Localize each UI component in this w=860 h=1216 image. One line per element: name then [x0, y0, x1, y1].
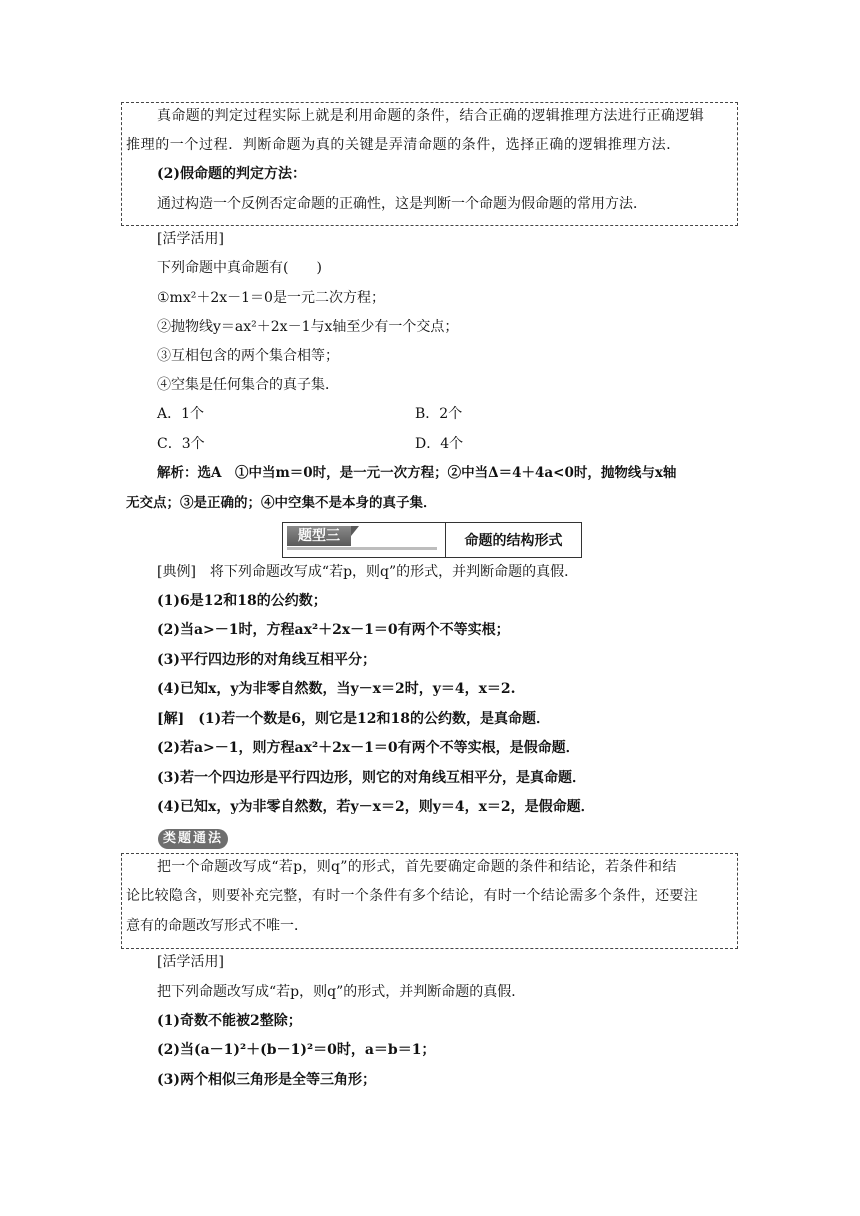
- box1-line3: (2)假命题的判定方法：: [157, 166, 306, 182]
- answer-2: (2)若a>－1，则方程ax²＋2x－1＝0有两个不等实根，是假命题．: [157, 740, 580, 756]
- practice2-item-2: (2)当(a－1)²＋(b－1)²＝0时，a＝b＝1；: [157, 1042, 436, 1058]
- box1-line4: 通过构造一个反例否定命题的正确性，这是判断一个命题为假命题的常用方法．: [157, 196, 647, 212]
- practice1-question: 下列命题中真命题有( ): [157, 260, 322, 276]
- box2-line3: 意有的命题改写形式不唯一．: [126, 918, 308, 934]
- practice1-item-1: ①mx²＋2x－1＝0是一元二次方程；: [157, 290, 385, 306]
- answer-1: [解] (1)若一个数是6，则它是12和18的公约数，是真命题．: [157, 711, 550, 727]
- answer-3: (3)若一个四边形是平行四边形，则它的对角线互相平分，是真命题．: [157, 770, 586, 786]
- example-item-2: (2)当a>－1时，方程ax²＋2x－1＝0有两个不等实根；: [157, 622, 510, 638]
- option-b: B．2个: [415, 406, 463, 422]
- solution-line2: 无交点；③是正确的；④中空集不是本身的真子集．: [126, 495, 437, 511]
- practice2-item-1: (1)奇数不能被2整除；: [157, 1013, 302, 1029]
- box1-line1: 真命题的判定过程实际上就是利用命题的条件，结合正确的逻辑推理方法进行正确逻辑: [157, 108, 705, 124]
- banner-tag: 题型三: [287, 526, 351, 546]
- method-pill-badge: 类题通法: [158, 829, 228, 849]
- box2-line2: 论比较隐含，则要补充完整，有时一个条件有多个结论，有时一个结论需多个条件，还要注: [126, 888, 698, 904]
- banner-title: 命题的结构形式: [464, 533, 563, 549]
- practice1-item-3: ③互相包含的两个集合相等；: [157, 348, 339, 364]
- example-item-1: (1)6是12和18的公约数；: [157, 593, 327, 609]
- answer-4: (4)已知x，y为非零自然数，若y－x＝2，则y＝4，x＝2，是假命题．: [157, 799, 595, 815]
- practice2-item-3: (3)两个相似三角形是全等三角形；: [157, 1072, 376, 1088]
- banner-strip: [287, 547, 437, 550]
- option-c: C．3个: [157, 436, 205, 452]
- example-intro: [典例] 将下列命题改写成“若p，则q”的形式，并判断命题的真假．: [157, 564, 579, 580]
- practice2-heading: [活学活用]: [157, 954, 224, 970]
- option-d: D．4个: [415, 436, 464, 452]
- practice1-item-4: ④空集是任何集合的真子集．: [157, 377, 339, 393]
- example-item-4: (4)已知x，y为非零自然数，当y－x＝2时，y＝4，x＝2.: [157, 681, 516, 697]
- banner-notch: [351, 526, 359, 536]
- banner-tag-area: [283, 523, 446, 557]
- solution-line1: 解析：选A ①中当m＝0时，是一元一次方程；②中当Δ＝4＋4a<0时，抛物线与x轴: [157, 465, 677, 481]
- practice1-heading: [活学活用]: [157, 231, 224, 247]
- section-banner: [282, 522, 582, 558]
- box2-line1: 把一个命题改写成“若p，则q”的形式，首先要确定命题的条件和结论，若条件和结: [157, 859, 677, 875]
- box1-line2: 推理的一个过程．判断命题为真的关键是弄清命题的条件，选择正确的逻辑推理方法．: [126, 137, 681, 153]
- practice2-question: 把下列命题改写成“若p，则q”的形式，并判断命题的真假．: [157, 984, 526, 1000]
- example-item-3: (3)平行四边形的对角线互相平分；: [157, 652, 376, 668]
- option-a: A．1个: [157, 406, 205, 422]
- practice1-item-2: ②抛物线y＝ax²＋2x－1与x轴至少有一个交点；: [157, 319, 459, 335]
